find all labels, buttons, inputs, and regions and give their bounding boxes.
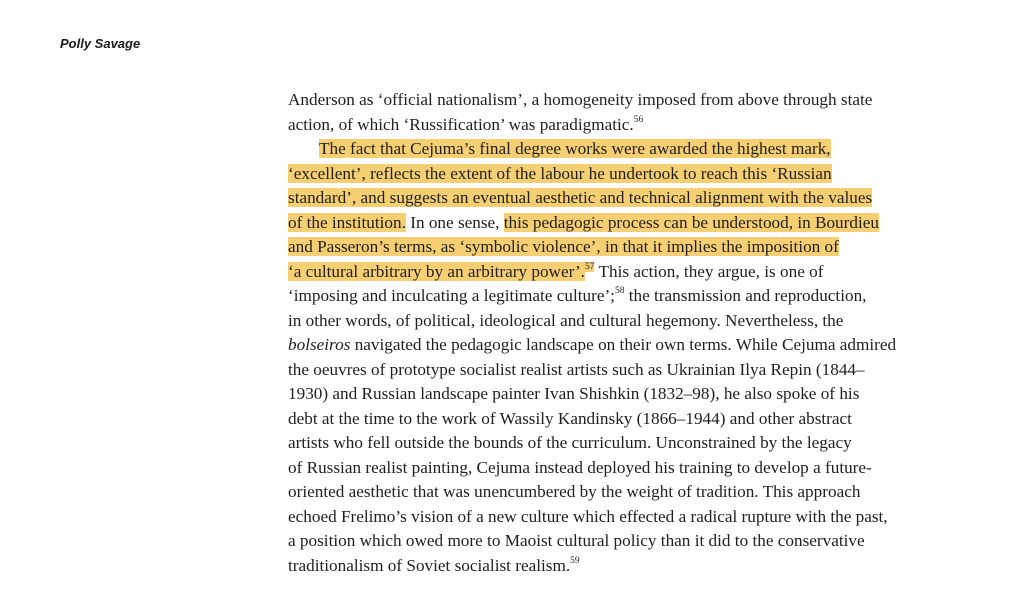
text-line <box>288 456 968 481</box>
text-segment: the oeuvres of prototype socialist realist artists such as Ukrainian Ilya Repin (1844– <box>288 359 865 379</box>
text-line <box>288 211 968 236</box>
footnote-marker: 56 <box>633 114 644 125</box>
text-line <box>288 260 968 285</box>
text-segment: of Russian realist painting, Cejuma instead deployed his training to develop a future- <box>288 457 872 477</box>
footnote-marker: 59 <box>570 555 580 566</box>
text-segment: artists who fell outside the bounds of the curriculum. Unconstrained by the legacy <box>288 433 852 452</box>
text-segment: echoed Frelimo’s vision of a new culture which effected a radical rupture with the past, <box>288 506 888 526</box>
text-line <box>288 186 968 211</box>
footnote-marker: 57 <box>584 261 595 272</box>
text-line <box>288 480 968 505</box>
text-line <box>288 113 968 138</box>
text-segment: oriented aesthetic that was unencumbered by the weight of tradition. This approach <box>288 482 861 501</box>
text-segment: the transmission and reproduction, <box>624 286 867 305</box>
highlighted-text: and Passeron’s terms, as ‘symbolic violence’, in that it implies the imposition of <box>288 237 839 256</box>
text-line <box>288 529 968 554</box>
running-head-author: Polly Savage <box>60 36 141 51</box>
text-line <box>288 235 968 260</box>
highlighted-text: ‘a cultural arbitrary by an arbitrary power’. <box>288 261 585 281</box>
text-line <box>288 162 968 187</box>
text-line <box>288 137 968 162</box>
highlighted-text: standard’, and suggests an eventual aesthetic and technical alignment with the values <box>288 188 873 207</box>
text-segment: a position which owed more to Maoist cultural policy than it did to the conservative <box>288 531 865 550</box>
text-line <box>288 382 968 407</box>
body-text[interactable] <box>288 88 968 578</box>
text-line <box>288 284 968 309</box>
text-line <box>288 88 968 113</box>
text-segment: 1930) and Russian landscape painter Ivan Shishkin (1832–98), he also spoke of his <box>288 384 860 403</box>
footnote-marker: 58 <box>614 286 625 297</box>
highlighted-text: this pedagogic process can be understood, in Bourdieu <box>503 212 879 232</box>
highlighted-text: ‘excellent’, reflects the extent of the labour he undertook to reach this ‘Russian <box>288 163 832 183</box>
italic-term: bolseiros <box>288 335 351 354</box>
text-line <box>288 333 968 358</box>
text-segment: Anderson as ‘official nationalism’, a homogeneity imposed from above through state <box>288 90 873 109</box>
text-line <box>288 358 968 383</box>
text-segment: navigated the pedagogic landscape on their own terms. While Cejuma admired <box>350 335 897 354</box>
text-segment: in other words, of political, ideological and cultural hegemony. Nevertheless, the <box>288 310 844 330</box>
text-line <box>288 309 968 334</box>
text-segment: This action, they argue, is one of <box>594 261 824 281</box>
text-line <box>288 407 968 432</box>
text-line <box>288 431 968 456</box>
text-segment: action, of which ‘Russification’ was paradigmatic. <box>288 114 634 134</box>
text-line <box>288 505 968 530</box>
text-segment: In one sense, <box>405 212 504 232</box>
highlighted-text: The fact that Cejuma’s final degree works were awarded the highest mark, <box>319 139 831 158</box>
highlighted-text: of the institution. <box>288 212 406 232</box>
text-line <box>288 554 968 579</box>
text-segment: ‘imposing and inculcating a legitimate culture’; <box>288 286 615 305</box>
text-segment: debt at the time to the work of Wassily Kandinsky (1866–1944) and other abstract <box>288 408 852 428</box>
text-segment: traditionalism of Soviet socialist realism. <box>288 555 571 575</box>
